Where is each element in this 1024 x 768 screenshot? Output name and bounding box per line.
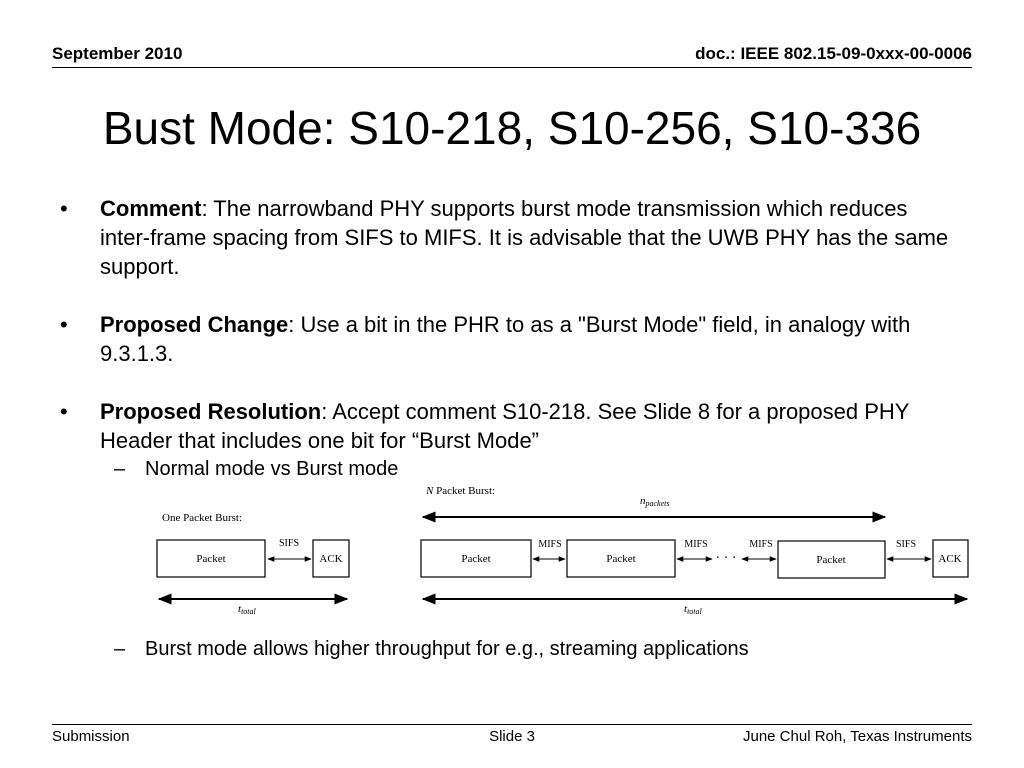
n-packets-label: npackets — [640, 495, 670, 508]
footer-slide-number: Slide 3 — [489, 728, 535, 745]
bullet-marker: • — [60, 399, 68, 424]
subbullet-text: Burst mode allows higher throughput for e.g., streaming applications — [145, 638, 749, 660]
ack-label: ACK — [938, 553, 962, 565]
bullet-label: Proposed Resolution — [100, 399, 322, 424]
bullet-marker: • — [60, 312, 68, 337]
bullet-text: : Accept comment S10-218. See Slide 8 for a proposed PHY Header that includes one bit for “Burst Mode” — [100, 399, 910, 453]
packet-label-1: Packet — [461, 553, 491, 565]
bullet-text: : The narrowband PHY supports burst mode transmission which reduces inter-frame spacing from SIFS to MIFS. It is advisable that the UWB PHY has the same support. — [100, 196, 949, 279]
subbullet-marker: – — [114, 638, 126, 660]
header-date: September 2010 — [52, 44, 183, 63]
footer-submission: Submission — [52, 728, 130, 745]
one-packet-burst — [157, 512, 349, 616]
mifs-label-3: MIFS — [749, 539, 773, 550]
mifs-label-2: MIFS — [684, 539, 708, 550]
footer-divider — [52, 724, 972, 725]
packet-label-3: Packet — [816, 554, 846, 566]
slide-title: Bust Mode: S10-218, S10-256, S10-336 — [102, 102, 922, 154]
footer-author: June Chul Roh, Texas Instruments — [742, 728, 972, 745]
t-total-label: ttotal — [238, 603, 256, 616]
sifs-label: SIFS — [895, 539, 917, 550]
packet-label-2: Packet — [606, 553, 636, 565]
bullet-label: Comment — [100, 196, 202, 221]
bullet-marker: • — [60, 196, 68, 221]
ellipsis: · · · — [715, 551, 737, 566]
bullet-text: : Use a bit in the PHR to as a "Burst Mode" field, in analogy with 9.3.1.3. — [100, 312, 911, 366]
mifs-label-1: MIFS — [538, 539, 562, 550]
n-burst-title: N Packet Burst: — [426, 485, 496, 497]
subbullet-text: Normal mode vs Burst mode — [145, 458, 399, 480]
subbullet-marker: – — [114, 458, 126, 480]
header-doc-id: doc.: IEEE 802.15-09-0xxx-00-0006 — [695, 44, 972, 63]
ack-label: ACK — [319, 553, 343, 565]
sifs-label: SIFS — [278, 538, 300, 549]
one-burst-title: One Packet Burst: — [162, 512, 243, 524]
t-total-label: ttotal — [684, 603, 702, 616]
n-packet-burst — [421, 485, 968, 616]
subbullet-throughput — [114, 637, 749, 661]
packet-label: Packet — [196, 553, 226, 565]
bullet-label: Proposed Change — [100, 312, 289, 337]
